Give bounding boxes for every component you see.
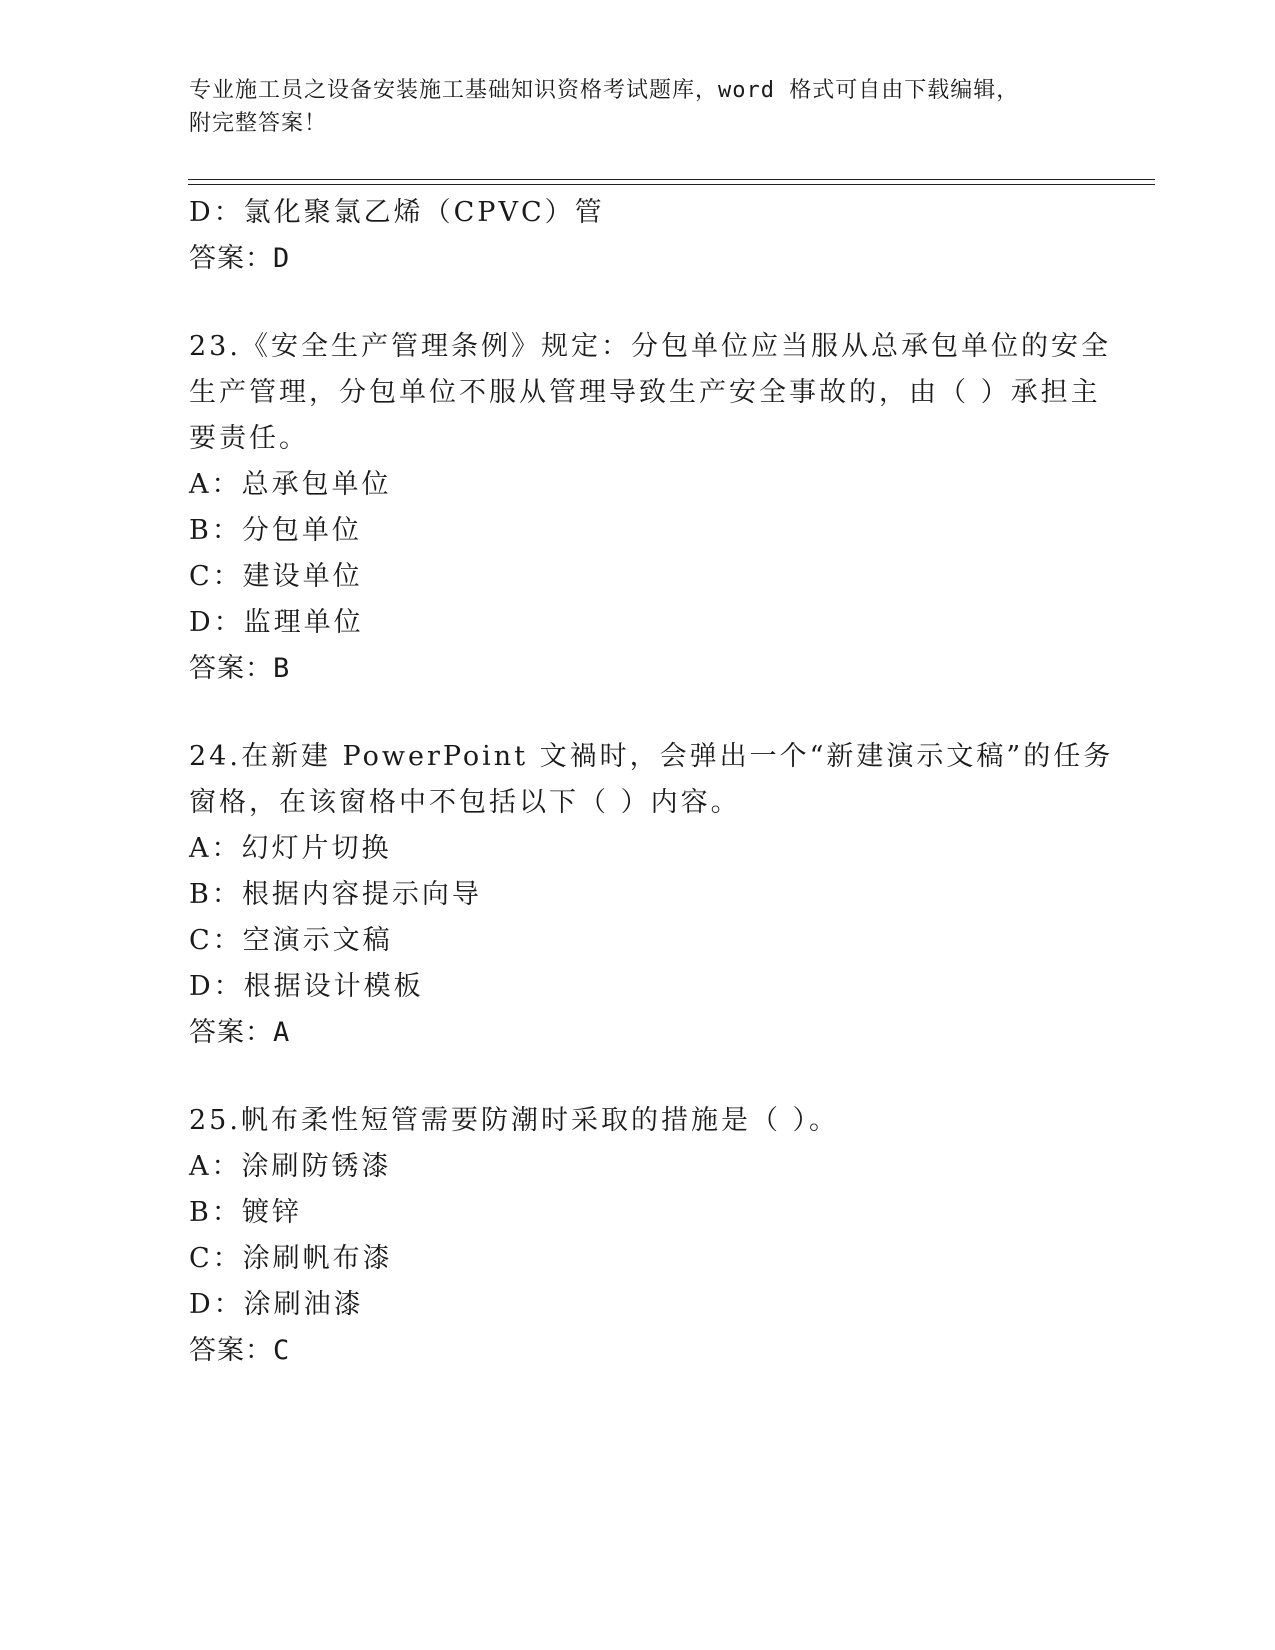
option-a: A：涂刷防锈漆 [189, 1151, 392, 1182]
option-a: A：幻灯片切换 [189, 833, 392, 864]
question-stem-line: 窗格，在该窗格中不包括以下（ ）内容。 [189, 787, 741, 818]
question-stem-line: 24.在新建 PowerPoint 文禍时，会弹出一个“新建演示文稿”的任务 [189, 741, 1114, 772]
question-stem-line: 要责任。 [189, 423, 309, 454]
header-divider-bottom [188, 184, 1155, 185]
option-b: B：根据内容提示向导 [189, 879, 482, 910]
document-header [189, 74, 1089, 140]
question-24 [189, 734, 1114, 1056]
header-divider-top [188, 179, 1155, 180]
option-b: B：镀锌 [189, 1197, 302, 1228]
answer: 答案：B [189, 653, 291, 684]
previous-question-tail [189, 190, 1089, 282]
option-d: D：涂刷油漆 [189, 1289, 364, 1320]
question-stem-line: 25.帆布柔性短管需要防潮时采取的措施是（ ）。 [189, 1105, 840, 1136]
question-25 [189, 1098, 1089, 1374]
answer: 答案：A [189, 1017, 291, 1048]
header-line-1: 专业施工员之设备安装施工基础知识资格考试题库，word 格式可自由下载编辑， [189, 78, 1020, 103]
header-line-2: 附完整答案！ [189, 111, 328, 136]
option-b: B：分包单位 [189, 515, 362, 546]
answer: 答案：D [189, 243, 291, 274]
option-c: C：涂刷帆布漆 [189, 1243, 393, 1274]
option-c: C：空演示文稿 [189, 925, 393, 956]
option-d: D：监理单位 [189, 607, 364, 638]
option-a: A：总承包单位 [189, 469, 392, 500]
answer: 答案：C [189, 1335, 291, 1366]
option-d: D：氯化聚氯乙烯（CPVC）管 [189, 197, 605, 228]
question-23 [189, 324, 1111, 692]
document-body [189, 190, 1114, 1374]
question-stem-line: 23.《安全生产管理条例》规定：分包单位应当服从总承包单位的安全 [189, 331, 1111, 362]
option-c: C：建设单位 [189, 561, 363, 592]
option-d: D：根据设计模板 [189, 971, 424, 1002]
question-stem-line: 生产管理，分包单位不服从管理导致生产安全事故的，由（ ）承担主 [189, 377, 1101, 408]
